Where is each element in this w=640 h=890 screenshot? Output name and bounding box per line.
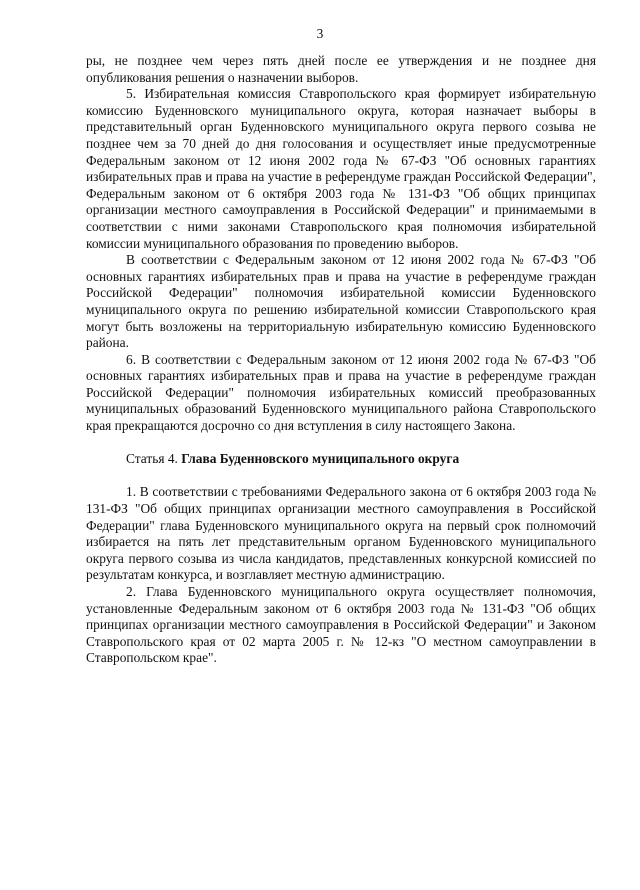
paragraph-item-5: 5. Избирательная комиссия Ставропольского края формирует избирательную комиссию Буденновского муниципального округа, которая назначает выборы в представительный орган Буденновского муниципального округа первого созыва не позднее чем за 70 дней до дня голосования и осуществляет иные предусмотренные Федеральным законом от 12 июня 2002 года № 67-ФЗ "Об основных гарантиях избирательных прав и права на участие в референдуме граждан Российской Федерации", Федеральным законом от 6 октября 2003 года № 131-ФЗ "Об общих принципах организации местного самоуправления в Российской Федерации" и принимаемыми в соответствии с ними законами Ставропольского края полномочия избирательной комиссии муниципального образования по проведению выборов. [86, 86, 596, 251]
page-number: 3 [316, 26, 324, 41]
paragraph-continuation: ры, не позднее чем через пять дней после ее утверждения и не позднее дня опубликования решения о назначении выборов. [86, 53, 596, 85]
paragraph-item-5-continued: В соответствии с Федеральным законом от 12 июня 2002 года № 67-ФЗ "Об основных гарантиях избирательных прав и права на участие в референдуме граждан Российской Федерации" полномочия избирательной комиссии Буденновского муниципального округа по решению избирательной комиссии Ставропольского края могут быть возложены на территориальную избирательную комиссию Буденновского района. [86, 252, 596, 351]
article-heading [86, 435, 596, 485]
article-4-item-2: 2. Глава Буденновского муниципального округа осуществляет полномочия, установленные Федеральным законом от 6 октября 2003 года № 131-ФЗ "Об общих принципах организации местного самоуправления в Российской Федерации" и Законом Ставропольского края от 02 марта 2005 г. № 12-кз "О местном самоуправлении в Ставропольском крае". [86, 584, 596, 666]
document-body [86, 53, 596, 667]
article-title: Глава Буденновского муниципального округа [181, 451, 460, 467]
article-label: Статья 4. [126, 451, 178, 467]
article-4-item-1: 1. В соответствии с требованиями Федерального закона от 6 октября 2003 года № 131-ФЗ "Об общих принципах организации местного самоуправления в Российской Федерации" глава Буденновского муниципального округа на первый срок полномочий избирается на пять лет представительным органом Буденновского муниципального округа первого созыва из числа кандидатов, представленных конкурсной комиссией по результатам конкурса, и возглавляет местную администрацию. [86, 484, 596, 583]
paragraph-item-6: 6. В соответствии с Федеральным законом от 12 июня 2002 года № 67-ФЗ "Об основных гарантиях избирательных прав и права на участие в референдуме граждан Российской Федерации" полномочия избирательных комиссий преобразованных муниципальных образований Буденновского муниципального района Ставропольского края прекращаются досрочно со дня вступления в силу настоящего Закона. [86, 351, 596, 434]
